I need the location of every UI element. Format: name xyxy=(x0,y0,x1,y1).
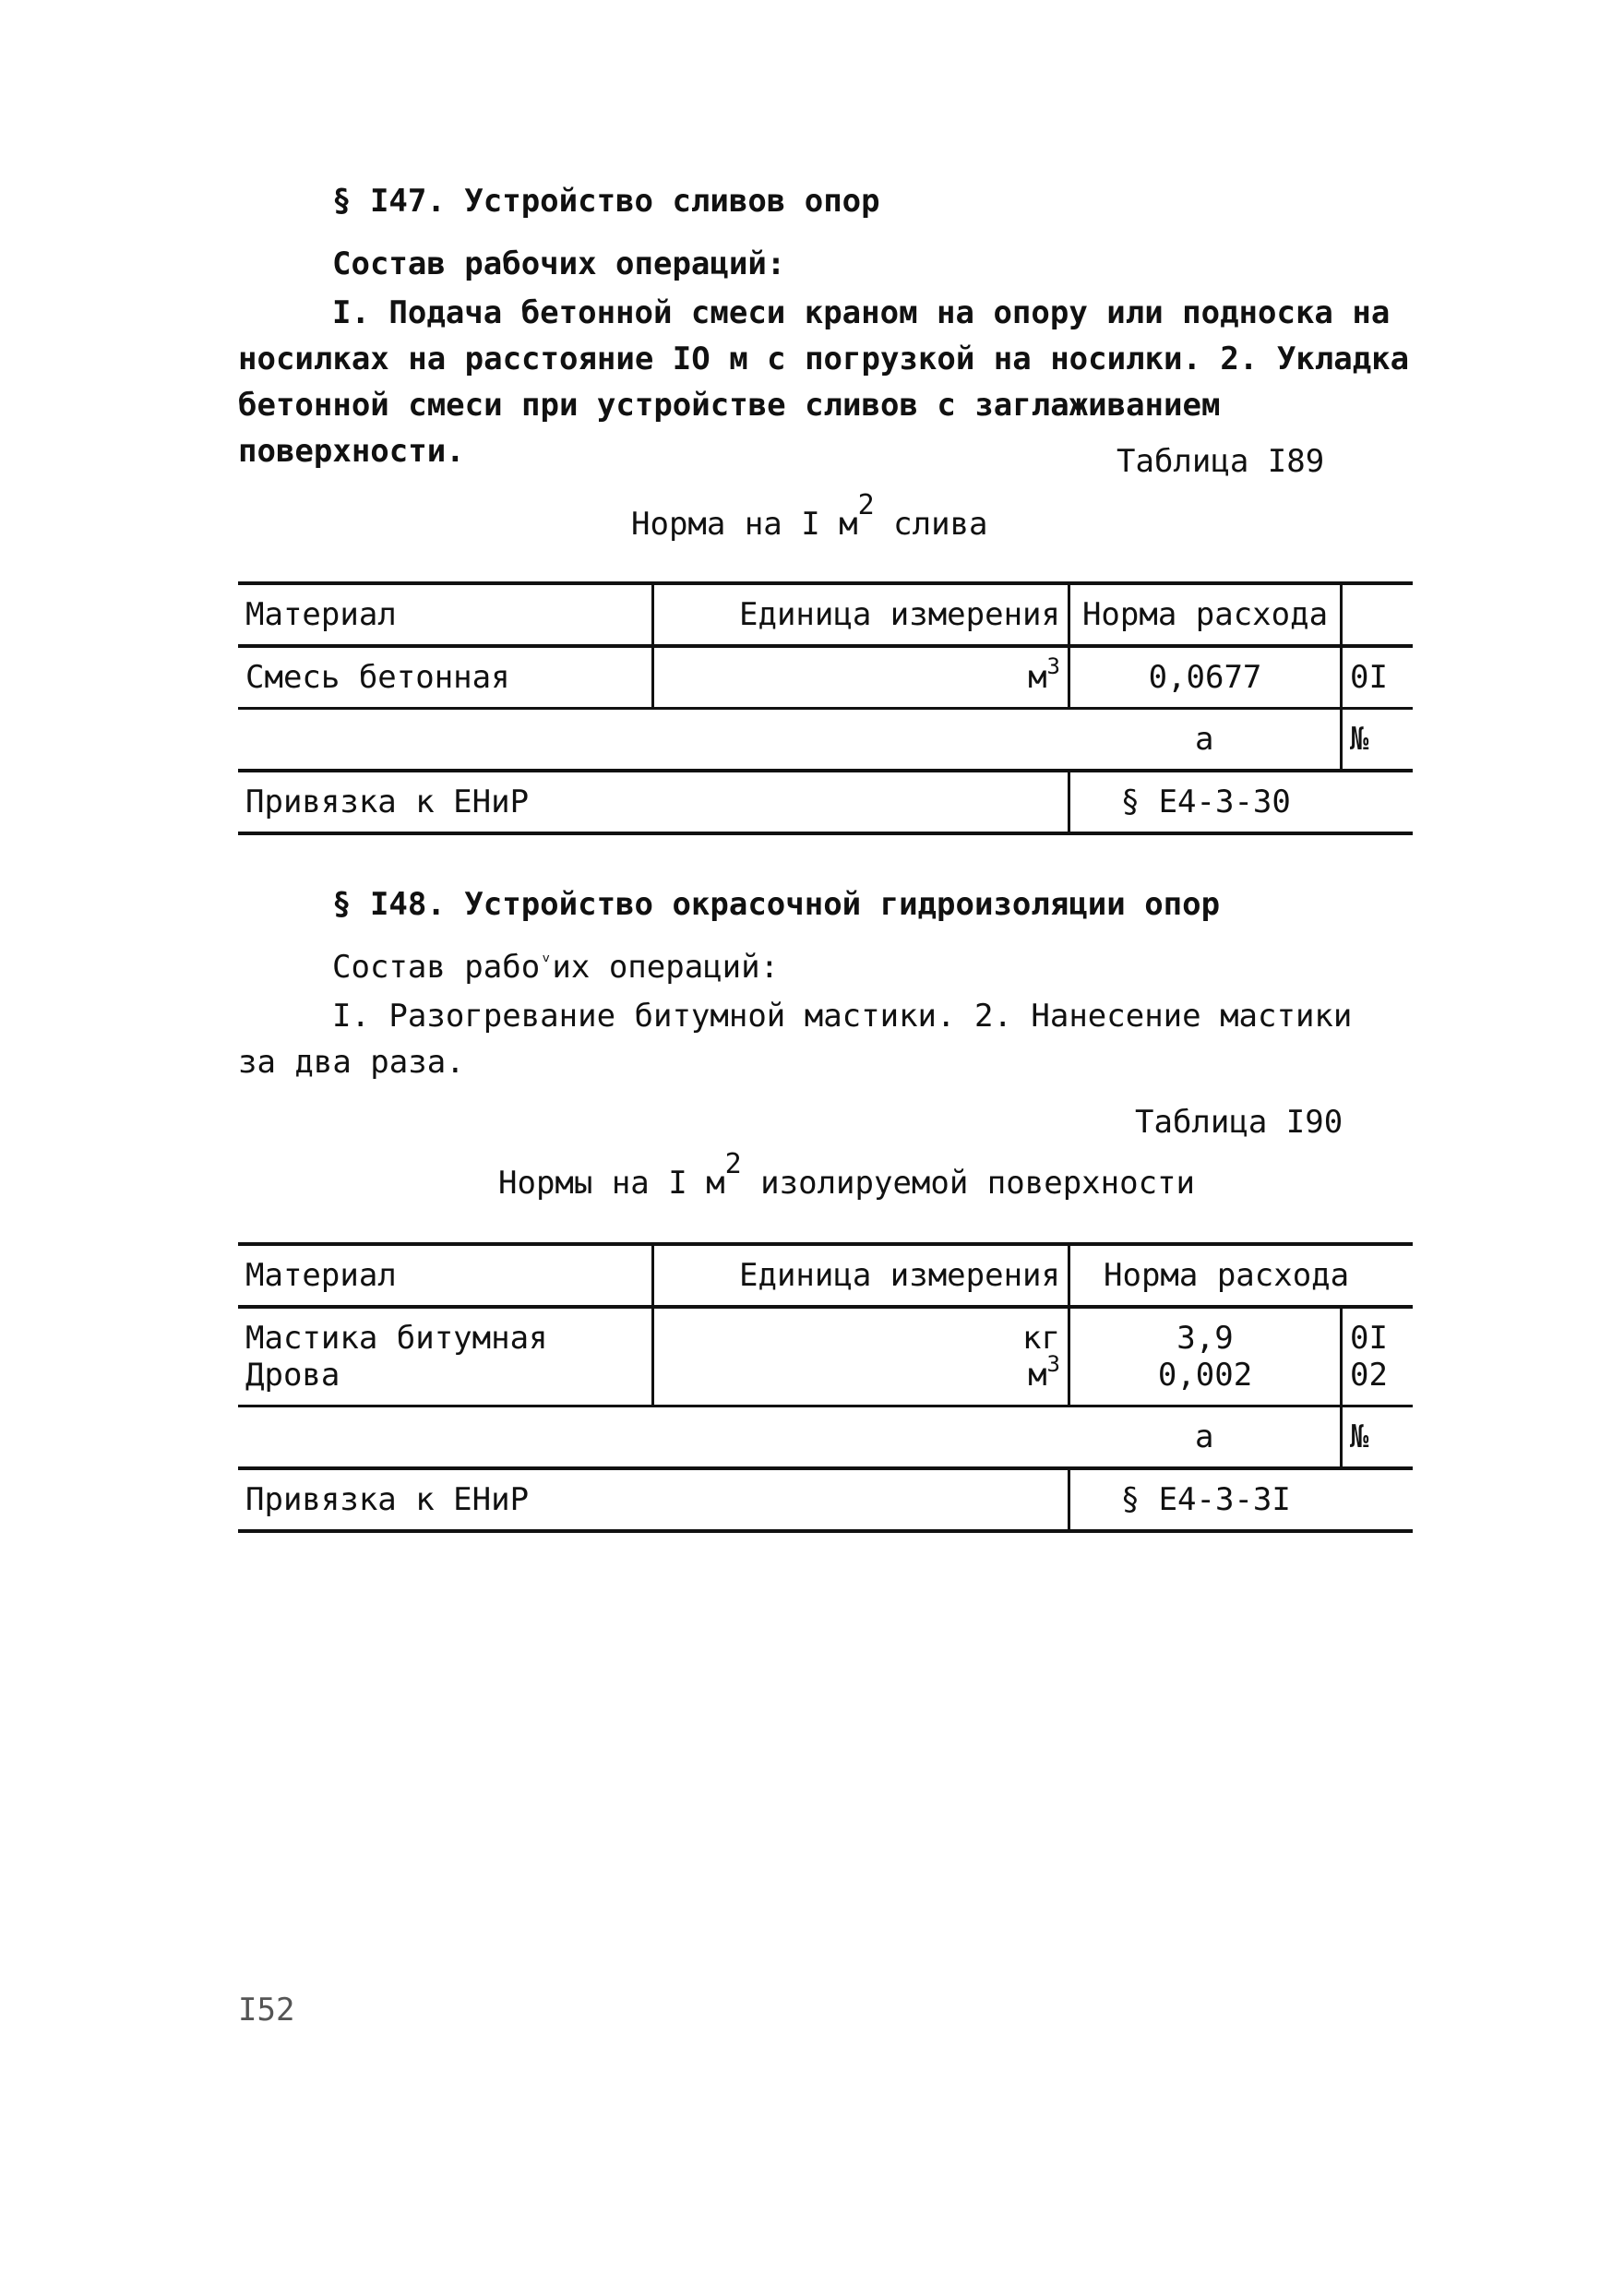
header-norm: Норма расхода xyxy=(1069,583,1342,646)
table-190-label: Таблица I90 xyxy=(1135,1104,1343,1141)
cell-material: Смесь бетонная xyxy=(238,646,653,709)
cell-unit: кг xyxy=(653,1307,1069,1357)
section-148-title: § I48. Устройство окрасочной гидроизоляции опор xyxy=(332,886,1221,923)
table-binding-row xyxy=(238,1468,1413,1531)
column-spacer xyxy=(238,1406,1069,1469)
section-147-ops-text: I. Подача бетонной смеси краном на опору или подноска на носилках на расстояние IO м с погрузкой на носилки. 2. Укладка бетонной смеси при устройстве сливов с заглаживанием поверхности. xyxy=(238,294,1410,470)
table-column-row xyxy=(238,1406,1413,1469)
header-material: Материал xyxy=(238,1244,653,1307)
section-147-ops-heading: Состав рабочих операций: xyxy=(332,245,786,282)
cell-material: Дрова xyxy=(238,1357,653,1406)
table-column-row xyxy=(238,709,1413,772)
cell-unit: $м^3$ xyxy=(653,1357,1069,1406)
binding-value: § Е4-3-30 xyxy=(1120,784,1291,820)
table-190 xyxy=(238,1242,1413,1533)
header-code xyxy=(1342,583,1414,646)
table-header-row xyxy=(238,583,1413,646)
table-row xyxy=(238,1357,1413,1406)
cell-material: Мастика битумная xyxy=(238,1307,653,1357)
binding-spacer xyxy=(1342,771,1414,833)
section-148-ops-text: I. Разогревание битумной мастики. 2. Нанесение мастики за два раза. xyxy=(238,998,1353,1081)
cell-code: 0I xyxy=(1350,1320,1388,1357)
column-spacer xyxy=(238,709,1069,772)
section-148-ops-heading: Состав рабо$^ᵛ$их операций: xyxy=(332,949,780,986)
header-unit: Единица измерения xyxy=(653,1244,1069,1307)
table-189 xyxy=(238,581,1413,835)
cell-norm: 0,002 xyxy=(1069,1357,1342,1406)
binding-value: § Е4-3-3I xyxy=(1120,1481,1291,1518)
column-mark: № xyxy=(1342,709,1414,772)
column-mark: № xyxy=(1342,1406,1414,1469)
table-binding-row xyxy=(238,771,1413,833)
binding-label: Привязка к ЕНиР xyxy=(238,771,1069,833)
column-label: а xyxy=(1069,709,1342,772)
table-190-caption: Нормы на I $м^2$ изолируемой поверхности xyxy=(498,1148,1195,1202)
cell-code: 0I xyxy=(1350,659,1388,696)
page-number: I52 xyxy=(238,1992,295,2029)
table-189-label: Таблица I89 xyxy=(1116,443,1325,480)
header-norm: Норма расхода xyxy=(1104,1257,1350,1294)
cell-code: 02 xyxy=(1350,1357,1388,1394)
binding-label: Привязка к ЕНиР xyxy=(238,1468,1069,1531)
binding-spacer xyxy=(1342,1468,1414,1531)
section-147-title: § I47. Устройство сливов опор xyxy=(332,183,880,220)
table-header-row xyxy=(238,1244,1413,1307)
header-material: Материал xyxy=(238,583,653,646)
table-row xyxy=(238,1307,1413,1357)
column-label: а xyxy=(1069,1406,1342,1469)
cell-norm: 0,0677 xyxy=(1069,646,1342,709)
cell-unit: $м^3$ xyxy=(653,646,1069,709)
table-189-caption: Норма на I $м^2$ слива xyxy=(631,489,988,543)
table-row xyxy=(238,646,1413,709)
header-unit: Единица измерения xyxy=(653,583,1069,646)
cell-norm: 3,9 xyxy=(1069,1307,1342,1357)
